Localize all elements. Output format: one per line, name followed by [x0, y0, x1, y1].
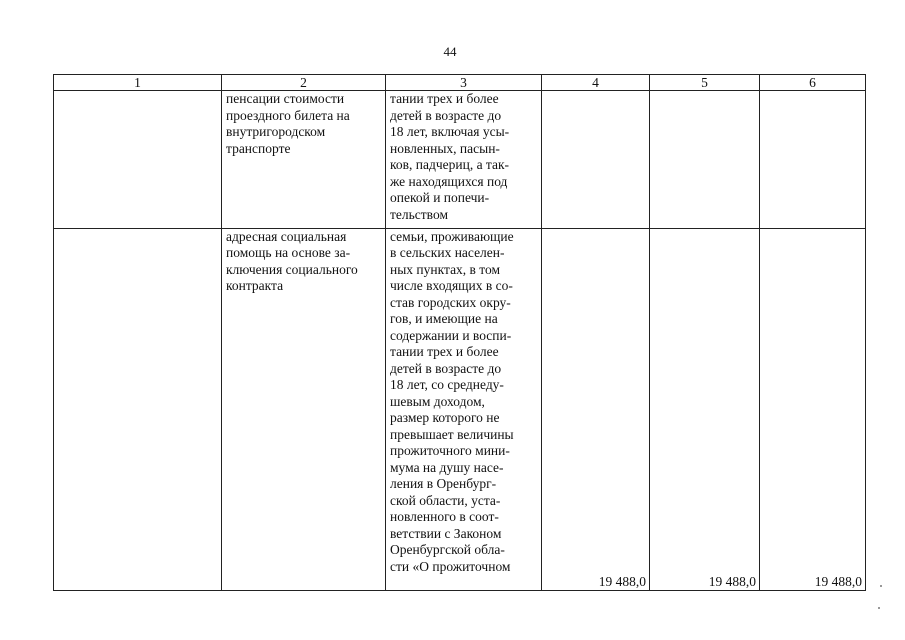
cell-value-5	[650, 91, 760, 229]
cell-col1	[54, 228, 222, 590]
cell-measure: пенсации стоимости проездного билета на внутригородском транспорте	[222, 91, 386, 229]
cell-measure: адресная социальная помощь на основе за- ключения социального контракта	[222, 228, 386, 590]
cell-value-5: 19 488,0	[650, 228, 760, 590]
table-header	[54, 75, 866, 91]
data-table	[53, 74, 866, 591]
column-header-3: 3	[386, 75, 542, 91]
column-header-4: 4	[542, 75, 650, 91]
column-header-5: 5	[650, 75, 760, 91]
table-row	[54, 228, 866, 590]
cell-recipients: семьи, проживающие в сельских населен- ных пунктах, в том числе входящих в со- став городских окру- гов, и имеющие на содержании и воспи- тании трех и более детей в возрасте до 18 лет, со среднеду- шевым доходом, размер которого не превышает величины прожиточного мини- мума на душу насе- ления в Оренбург- ской области, уста- новленного в соот- ветствии с Законом Оренбургской обла- сти «О прожиточном	[386, 228, 542, 590]
column-header-2: 2	[222, 75, 386, 91]
table-row	[54, 91, 866, 229]
scan-speck	[880, 585, 882, 587]
cell-value-6	[760, 91, 866, 229]
cell-value-4	[542, 91, 650, 229]
column-header-1: 1	[54, 75, 222, 91]
scan-speck	[878, 607, 880, 609]
cell-recipients: тании трех и более детей в возрасте до 18 лет, включая усы- новленных, пасын- ков, падчериц, а так- же находящихся под опекой и попечи- тельством	[386, 91, 542, 229]
column-header-6: 6	[760, 75, 866, 91]
cell-value-4: 19 488,0	[542, 228, 650, 590]
page-number: 44	[443, 44, 457, 59]
cell-col1	[54, 91, 222, 229]
cell-value-6: 19 488,0	[760, 228, 866, 590]
